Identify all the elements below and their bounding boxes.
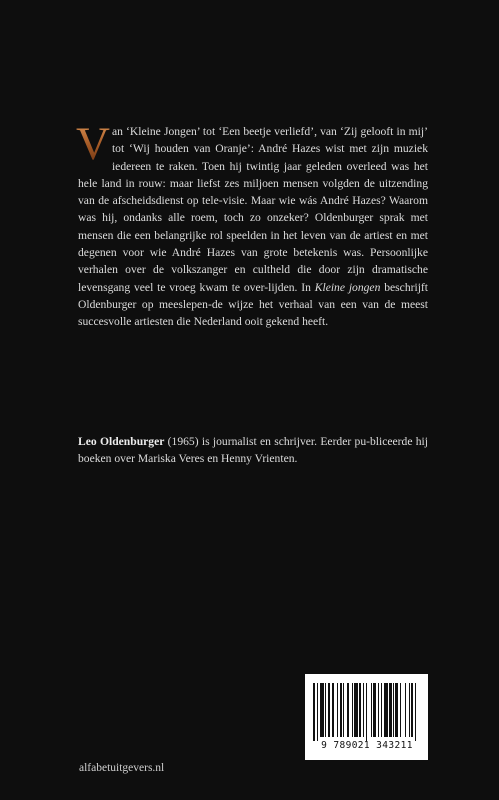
drop-cap: V (76, 118, 110, 170)
barcode-bars (313, 683, 419, 737)
blurb-part-2: beschrijft Oldenburger op meeslepen-de wijze het verhaal van een van de meest succesvolle artiesten die Nederland ooit gekend heeft. (78, 280, 428, 329)
author-bio (78, 433, 428, 468)
blurb-part-1: an ‘Kleine Jongen’ tot ‘Een beetje verliefd’, van ‘Zij gelooft in mij’ tot ‘Wij houden van Oranje’: André Hazes wist met zijn muziek iedereen te raken. Toen hij twintig jaar geleden overleed was het hele land in rouw: maar liefst zes miljoen mensen volgden de uitzending van de afscheidsdienst op tele-visie. Maar wie wás André Hazes? Waarom was hij, ondanks alle roem, toch zo onzeker? Oldenburger sprak met mensen die een belangrijke rol speelden in het leven van de artiest en met degenen voor wie André Hazes van grote betekenis was. Persoonlijke verhalen over de volkszanger en cultheld die door zijn dramatische levensgang veel te vroeg kwam te over-lijden. In (78, 125, 428, 294)
author-name: Leo Oldenburger (78, 435, 165, 448)
barcode (305, 674, 428, 760)
barcode-digits: 9 789021 343211 (321, 740, 413, 751)
book-title-italic: Kleine jongen (314, 280, 381, 294)
publisher-url: alfabetuitgevers.nl (79, 762, 165, 774)
author-bio-text: (1965) is journalist en schrijver. Eerder pu-bliceerde hij boeken over Mariska Veres en Henny Vrienten. (78, 435, 428, 466)
barcode-bar (416, 683, 418, 741)
blurb-text (76, 118, 428, 331)
